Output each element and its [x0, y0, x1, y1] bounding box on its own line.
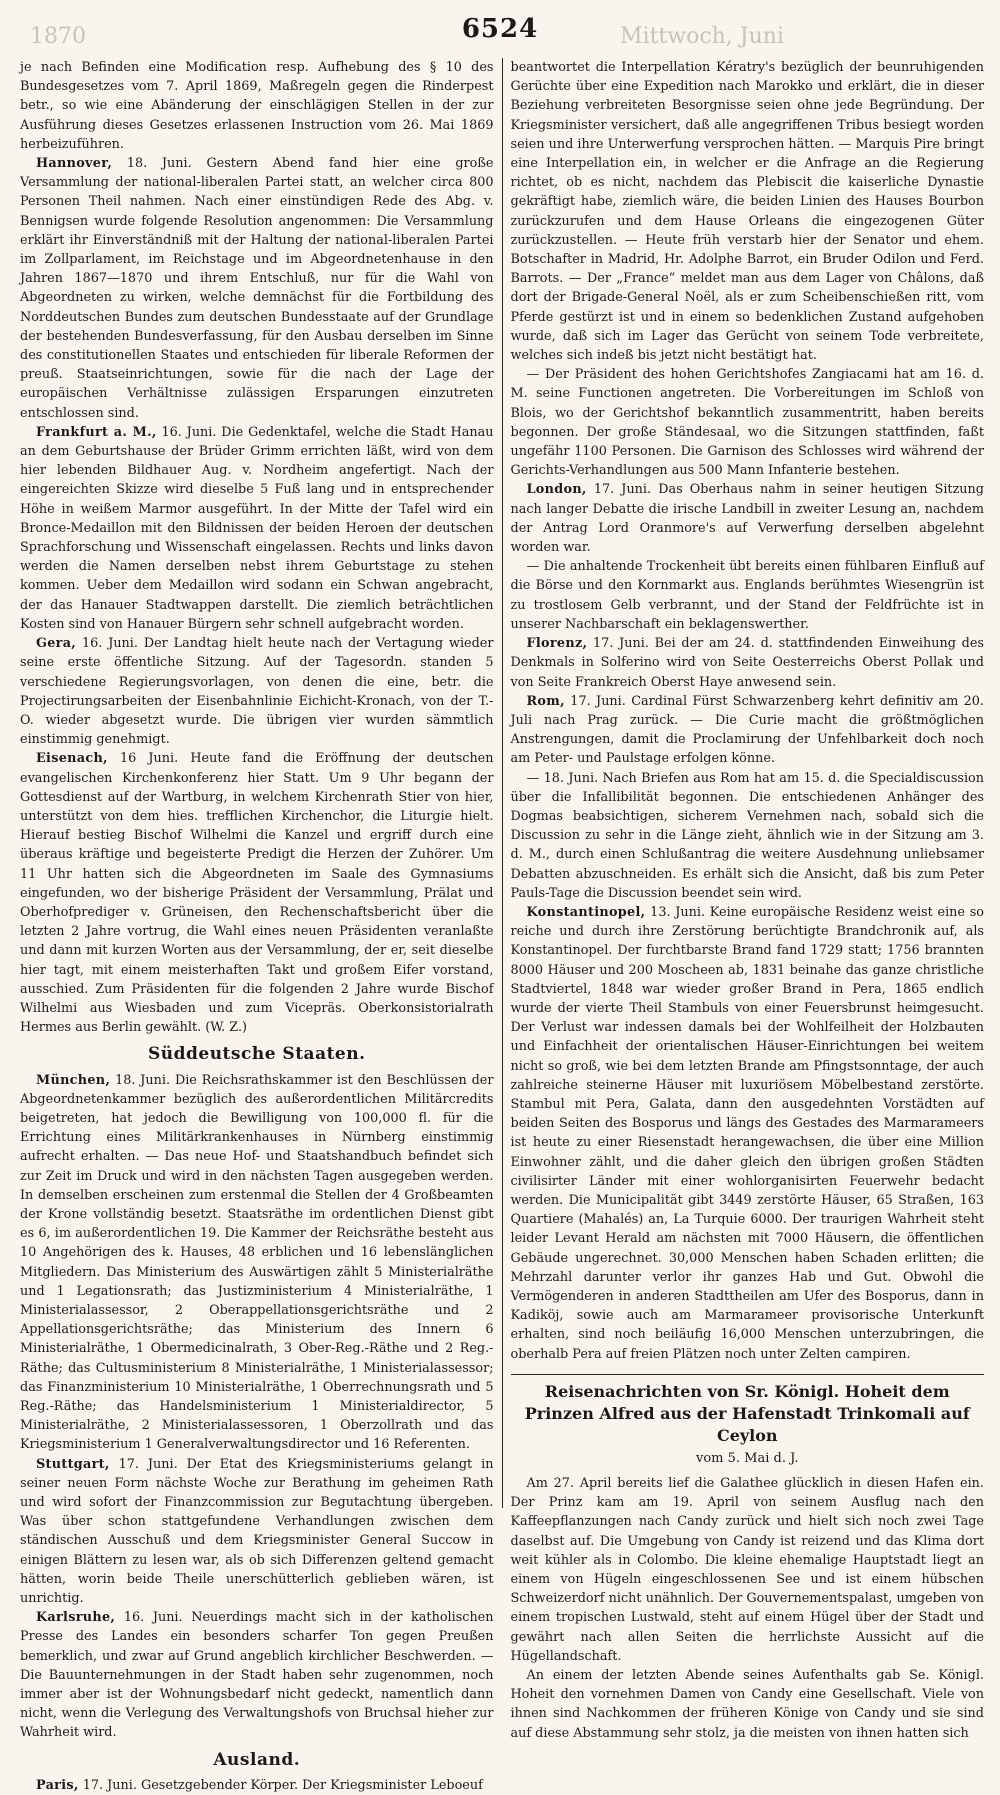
article-paragraph: — Die anhaltende Trockenheit übt bereits einen fühlbaren Einfluß auf die Börse und den Kornmarkt aus. Englands berühmtes Wiesengrün ist zu trostlosem Gelb verbrannt, und der Stand der Feldfrüchte ist in unserer Nachbarschaft ein beklagenswerther.: [510, 559, 984, 632]
dateline-place: Florenz,: [526, 636, 588, 652]
article-paragraph: An einem der letzten Abende seines Aufenthalts gab Se. Königl. Hoheit den vornehmen Damen von Candy eine Gesellschaft. Viele von ihnen sind Nachkommen der früheren Könige von Candy und sie sind auf diese Abstammung sehr stolz, ja die meisten von ihnen hatten sich: [510, 1668, 984, 1741]
section-heading: Süddeutsche Staaten.: [147, 1044, 366, 1065]
article-text: 17. Juni. Cardinal Fürst Schwarzenberg kehrt definitiv am 20. Juli nach Prag zurück. — Die Curie macht die größtmöglichen Anstrengungen, damit die Proclamirung der Unfehlbarkeit doch noch am Peter- und Paulstage erfolgen könne.: [510, 693, 984, 767]
right-column: [502, 58, 985, 1741]
left-column: [20, 58, 502, 1793]
article-stuttgart: [20, 1455, 494, 1609]
article-konstantinopel: [511, 903, 985, 1364]
ghost-header-mark: Mittwoch, Juni: [620, 24, 784, 49]
article-paris: [20, 1776, 494, 1795]
dateline-place: München,: [36, 1072, 111, 1088]
section-divider: [511, 1374, 985, 1375]
page-number: 6524: [461, 14, 539, 44]
article-london: [511, 480, 985, 557]
article-karlsruhe: [20, 1608, 494, 1742]
dateline-place: Eisenach,: [36, 751, 108, 767]
dateline-place: Rom,: [526, 693, 565, 709]
dateline-place: London,: [526, 482, 587, 498]
article-gera: [20, 634, 494, 749]
travel-date: vom 5. Mai d. J.: [696, 1450, 799, 1466]
article-eisenach: [20, 749, 494, 1037]
article-paragraph: je nach Befinden eine Modification resp. Aufhebung des § 10 des Bundesgesetzes vom 7. April 1869, Maßregeln gegen die Rinderpest betr., so wie eine Abänderung der einschlägigen Stellen in der zur Ausführung dieses Gesetzes erlassenen Instruction vom 26. Mai 1869 herbeizuführen.: [20, 60, 494, 152]
article-text: 18. Juni. Die Reichsrathskammer ist den Beschlüssen der Abgeordnetenkammer bezüglich des außerordentlichen Militärcredits beigetreten, hat jedoch die Bewilligung von 100,000 fl. für die Errichtung eines Militärkrankenhauses in Nürnberg einstimmig aufrecht erhalten. — Das neue Hof- und Staatshandbuch befindet sich zur Zeit im Druck und wird in den nächsten Tagen ausgegeben werden. In demselben erscheinen zum erstenmal die Stellen der 4 Großbeamten der Krone vollständig besetzt. Staatsräthe im ordentlichen Dienst gibt es 6, im außerordentlichen 19. Die Kammer der Reichsräthe besteht aus 10 Angehörigen des k. Hauses, 48 erblichen und 16 lebenslänglichen Mitgliedern. Das Ministerium des Auswärtigen zählt 5 Ministerialräthe und 1 Legationsrath; das Justizministerium 4 Ministerialräthe, 1 Ministerialassessor, 2 Oberappellationsgerichtsräthe und 2 Appellationsgerichtsräthe; das Ministerium des Innern 6 Ministerialräthe, 1 Obermedicinalrath, 3 Ober-Reg.-Räthe und 2 Reg.-Räthe; das Cultusministerium 8 Ministerialräthe, 1 Ministerialassessor; das Finanzministerium 10 Ministerialräthe, 1 Oberrechnungsrath und 5 Reg.-Räthe; das Handelsministerium 1 Ministerialdirector, 5 Ministerialräthe, 2 Ministerialassessoren, 1 Oberzollrath und das Kriegsministerium 1 Generalverwaltungsdirector und 16 Referenten.: [20, 1072, 494, 1453]
newspaper-columns: [20, 58, 984, 1793]
article-paragraph: Am 27. April bereits lief die Galathee glücklich in diesen Hafen ein. Der Prinz kam am 19. April von seinem Ausflug nach den Kaffeepflanzungen nach Candy zurück und hielt sich noch zwei Tage daselbst auf. Die Umgebung von Candy ist reizend und das Klima dort weit kühler als in Colombo. Die kleine ehemalige Hauptstadt liegt an einem von Hügeln eingeschlossenen See und ist einem hübschen Schweizerdorf nicht unähnlich. Der Gouvernementspalast, umgeben von einem tropischen Lustwald, steht auf einem Hügel über der Stadt und gewährt nach allen Seiten die herrlichste Aussicht auf die Hügellandschaft.: [510, 1476, 984, 1664]
article-text: 13. Juni. Keine europäische Residenz weist eine so reiche und durch ihre Zerstörung berüchtigte Brandchronik auf, als Konstantinopel. Der furchtbarste Brand fand 1729 statt; 1756 brannten 8000 Häuser und 200 Moscheen ab, 1831 beinahe das ganze christliche Stadtviertel, 1848 war wieder großer Brand in Pera, 1865 endlich wurde der vierte Theil Stambuls von einer Feuersbrunst heimgesucht. Der Verlust war indessen damals bei der Wohlfeilheit der Holzbauten und Einfachheit der orientalischen Häuser-Einrichtungen bei weitem nicht so groß, wie bei dem letzten Brande am Pfingstsonntage, der auch zahlreiche steinerne Häuser mit luxuriösem Möbelbestand zerstörte. Stambul mit Pera, Galata, dann den ausgedehnten Vorstädten auf beiden Seiten des Bosporus und längs des Gestades des Marmarameers ist heute zu einer Riesenstadt herangewachsen, die über eine Million Einwohner zählt, und die daher gleich den übrigen großen Städten civilisirter Länder mit einer wohlorganisirten Feuerwehr bedacht werden. Die Municipalität gibt 3449 zerstörte Häuser, 65 Straßen, 163 Quartiere (Mahalés) an, La Turquie 6000. Der traurigen Wahrheit steht leider Levant Herald am nächsten mit 7000 Häusern, die öffentlichen Gebäude ungerechnet. 30,000 Menschen haben Schaden erlitten; die Mehrzahl darunter verlor ihr ganzes Hab und Gut. Obwohl die Vermögenderen in anderen Stadttheilen am Ufer des Bosporus, dann in Kadiköj, sowie auch am Marmarameer provisorische Unterkunft erhalten, sind noch beiläufig 16,000 Menschen unterzubringen, die oberhalb Pera auf freien Plätzen noch unter Zelten campiren.: [510, 904, 984, 1362]
article-text: 16. Juni. Die Gedenktafel, welche die Stadt Hanau an dem Geburtshause der Brüder Grimm errichten läßt, wird von dem hier lebenden Bildhauer Aug. v. Nordheim angefertigt. Nach der eingereichten Skizze wird dieselbe 5 Fuß lang und in entsprechender Höhe in weißem Marmor ausgeführt. In der Mitte der Tafel wird ein Bronce-Medaillon mit den Bildnissen der beiden Heroen der deutschen Sprachforschung und Wissenschaft eingelassen. Rechts und links davon werden die Namen derselben nebst ihrem Geburtstage zu stehen kommen. Ueber dem Medaillon wird sodann ein Schwan angebracht, der das Hanauer Stadtwappen darstellt. Die ziemlich beträchtlichen Kosten sind von Hanauer Bürgern sehr schnell aufgebracht worden.: [20, 424, 494, 632]
article-text: 17. Juni. Der Etat des Kriegsministeriums gelangt in seiner neuen Form nächste Woche zur Berathung im geheimen Rath und wird sofort der Finanzcommission zur Begutachtung übergeben. Was über schon stattgefundene Verhandlungen zwischen dem ständischen Ausschuß und dem Kriegsminister General Succow in einigen Blättern zu lesen war, als ob sich Differenzen geltend gemacht hätten, worin beide Theile unerschütterlich geblieben wären, ist unrichtig.: [20, 1456, 494, 1607]
article-frankfurt: [20, 423, 494, 634]
article-text: 17. Juni. Das Oberhaus nahm in seiner heutigen Sitzung nach langer Debatte die irische Landbill in zweiter Lesung an, nachdem der Antrag Lord Oranmore's auf Verwerfung derselben abgelehnt worden war.: [510, 482, 984, 556]
travel-heading: Reisenachrichten von Sr. Königl. Hoheit dem Prinzen Alfred aus der Hafenstadt Trinkomali auf Ceylon: [524, 1381, 970, 1445]
dateline-place: Gera,: [36, 636, 77, 652]
dateline-place: Frankfurt a. M.,: [36, 424, 157, 440]
article-muenchen: [20, 1071, 494, 1455]
article-hannover: [20, 154, 494, 423]
article-paragraph: beantwortet die Interpellation Kératry's bezüglich der beunruhigenden Gerüchte über eine Expedition nach Marokko und erklärt, die in dieser Beziehung verbreiteten Besorgnisse seien ohne jede Begründung. Der Kriegsminister versichert, daß alle angegriffenen Tribus besiegt worden seien und ihre Unterwerfung versprochen hätten. — Marquis Pire bringt eine Interpellation ein, in welcher er die Anfrage an die Regierung richtet, ob es nicht, nachdem das Plebiscit die kaiserliche Dynastie gekräftigt habe, ziemlich wäre, die beiden Linien des Hauses Bourbon zurückzurufen und dem Hause Orleans die eingezogenen Güter zurückzustellen. — Heute früh verstarb hier der Senator und ehem. Botschafter in Madrid, Hr. Adolphe Barrot, ein Bruder Odilon und Ferd. Barrots. — Der „France“ meldet man aus dem Lager von Châlons, daß dort der Brigade-General Noël, als er zum Scheibenschießen ritt, vom Pferde gestürzt ist und in einem so bedenklichen Zustand aufgehoben wurde, daß sich im Lager das Gerücht von seinem Tode verbreitete, welches sich indeß bis jetzt nicht bestätigt hat.: [510, 60, 984, 364]
dateline-place: Hannover,: [36, 156, 113, 172]
dateline-place: Paris,: [36, 1777, 79, 1793]
article-text: 17. Juni. Bei der am 24. d. stattfindenden Einweihung des Denkmals in Solferino wird von Seite Oesterreichs Oberst Pollak und von Seite Frankreich Oberst Haye anwesend sein.: [510, 636, 984, 690]
article-florenz: [511, 634, 985, 692]
article-text: 16. Juni. Neuerdings macht sich in der katholischen Presse des Landes ein besonders scharfer Ton gegen Preußen bemerklich, und zwar auf Grund angeblich kirchlicher Beschwerden. — Die Bauunternehmungen in der Stadt haben sehr zugenommen, noch immer aber ist der Wohnungsbedarf nicht gedeckt, namentlich dann nicht, wenn die Verlegung des Verwaltungshofs von Bruchsal hieher zur Wahrheit wird.: [20, 1610, 494, 1741]
article-paragraph: — Der Präsident des hohen Gerichtshofes Zangiacami hat am 16. d. M. seine Functionen angetreten. Die Vorbereitungen im Schloß von Blois, wo der Gerichtshof bekanntlich zusammentritt, haben bereits begonnen. Der große Ständesaal, wo die Sitzungen stattfinden, faßt ungefähr 1100 Personen. Die Garnison des Schlosses wird während der Gerichts-Verhandlungen aus 500 Mann Infanterie bestehen.: [510, 367, 984, 479]
section-heading: Ausland.: [213, 1749, 301, 1770]
article-text: 16. Juni. Der Landtag hielt heute nach der Vertagung wieder seine erste öffentliche Sitzung. Auf der Tagesordn. standen 5 verschiedene Regierungsvorlagen, von denen die eine, betr. die Projectirungsarbeiten der Eisenbahnlinie Eichicht-Kronach, von der T.-O. wieder abgesetzt wurde. Die übrigen vier wurden sämmtlich einstimmig genehmigt.: [20, 636, 494, 748]
article-text: 17. Juni. Gesetzgebender Körper. Der Kriegsminister Leboeuf: [82, 1777, 483, 1793]
article-rom: [511, 692, 985, 769]
article-text: 18. Juni. Gestern Abend fand hier eine große Versammlung der national-liberalen Partei statt, an welcher circa 800 Personen Theil nahmen. Nach einer einstündigen Rede des Abg. v. Bennigsen wurde folgende Resolution angenommen: Die Versammlung erklärt ihr Einverständniß mit der Haltung der national-liberalen Partei im Zollparlament, im Reichstage und im Abgeordnetenhause in den Jahren 1867—1870 und ihrem Entschluß, nur für die Wahl von Abgeordneten zu wirken, welche demnächst für die Fortbildung des Norddeutschen Bundes zum deutschen Bundesstaate auf der Grundlage der bestehenden Bundesverfassung, für den Ausbau derselben im Sinne des constitutionellen Staates und entschieden für liberale Reformen der preuß. Staatseinrichtungen, sowie für die nach der Lage der europäischen Verhältnisse zulässigen Ersparungen einzutreten entschlossen sind.: [20, 156, 494, 421]
ghost-year-mark: 1870: [30, 24, 86, 49]
dateline-place: Stuttgart,: [36, 1456, 110, 1472]
dateline-place: Konstantinopel,: [526, 904, 646, 920]
article-paragraph: — 18. Juni. Nach Briefen aus Rom hat am 15. d. die Specialdiscussion über die Infallibilität begonnen. Die entschiedenen Anhänger des Dogmas beabsichtigen, sicherem Vernehmen nach, sobald sich die Discussion zu sehr in die Länge zieht, ähnlich wie in der Sitzung am 3. d. M., durch einen Schlußantrag die weitere Ausdehnung unliebsamer Debatten abzuschneiden. Es erhält sich die Ansicht, daß bis zum Peter Pauls-Tage die Discussion beendet sein wird.: [510, 770, 984, 901]
dateline-place: Karlsruhe,: [36, 1610, 116, 1626]
article-text: 16 Juni. Heute fand die Eröffnung der deutschen evangelischen Kirchenkonferenz hier Statt. Um 9 Uhr begann der Gottesdienst auf der Wartburg, in welchem Kirchenrath Stier von hier, unterstützt von dem hies. trefflichen Kirchenchor, die Liturgie hielt. Hierauf bestieg Bischof Wilhelmi die Kanzel und ergriff durch eine überaus kräftige und begeisterte Predigt die Herzen der Zuhörer. Um 11 Uhr hatten sich die Abgeordneten im Saale des Gymnasiums eingefunden, wo der bisherige Präsident der Versammlung, Prälat und Oberhofprediger v. Grüneisen, den Rechenschaftsbericht über die letzten 2 Jahre vortrug, die Wahl eines neuen Präsidenten veranlaßte und dann mit kurzen Worten aus der Versammlung, der er, seit dieselbe hier tagt, mit einem meisterhaften Takt und großem Eifer vorstand, ausschied. Zum Präsidenten für die folgenden 2 Jahre wurde Bischof Wilhelmi aus Wiesbaden und zum Vicepräs. Oberkonsistorialrath Hermes aus Berlin gewählt. (W. Z.): [20, 751, 494, 1036]
